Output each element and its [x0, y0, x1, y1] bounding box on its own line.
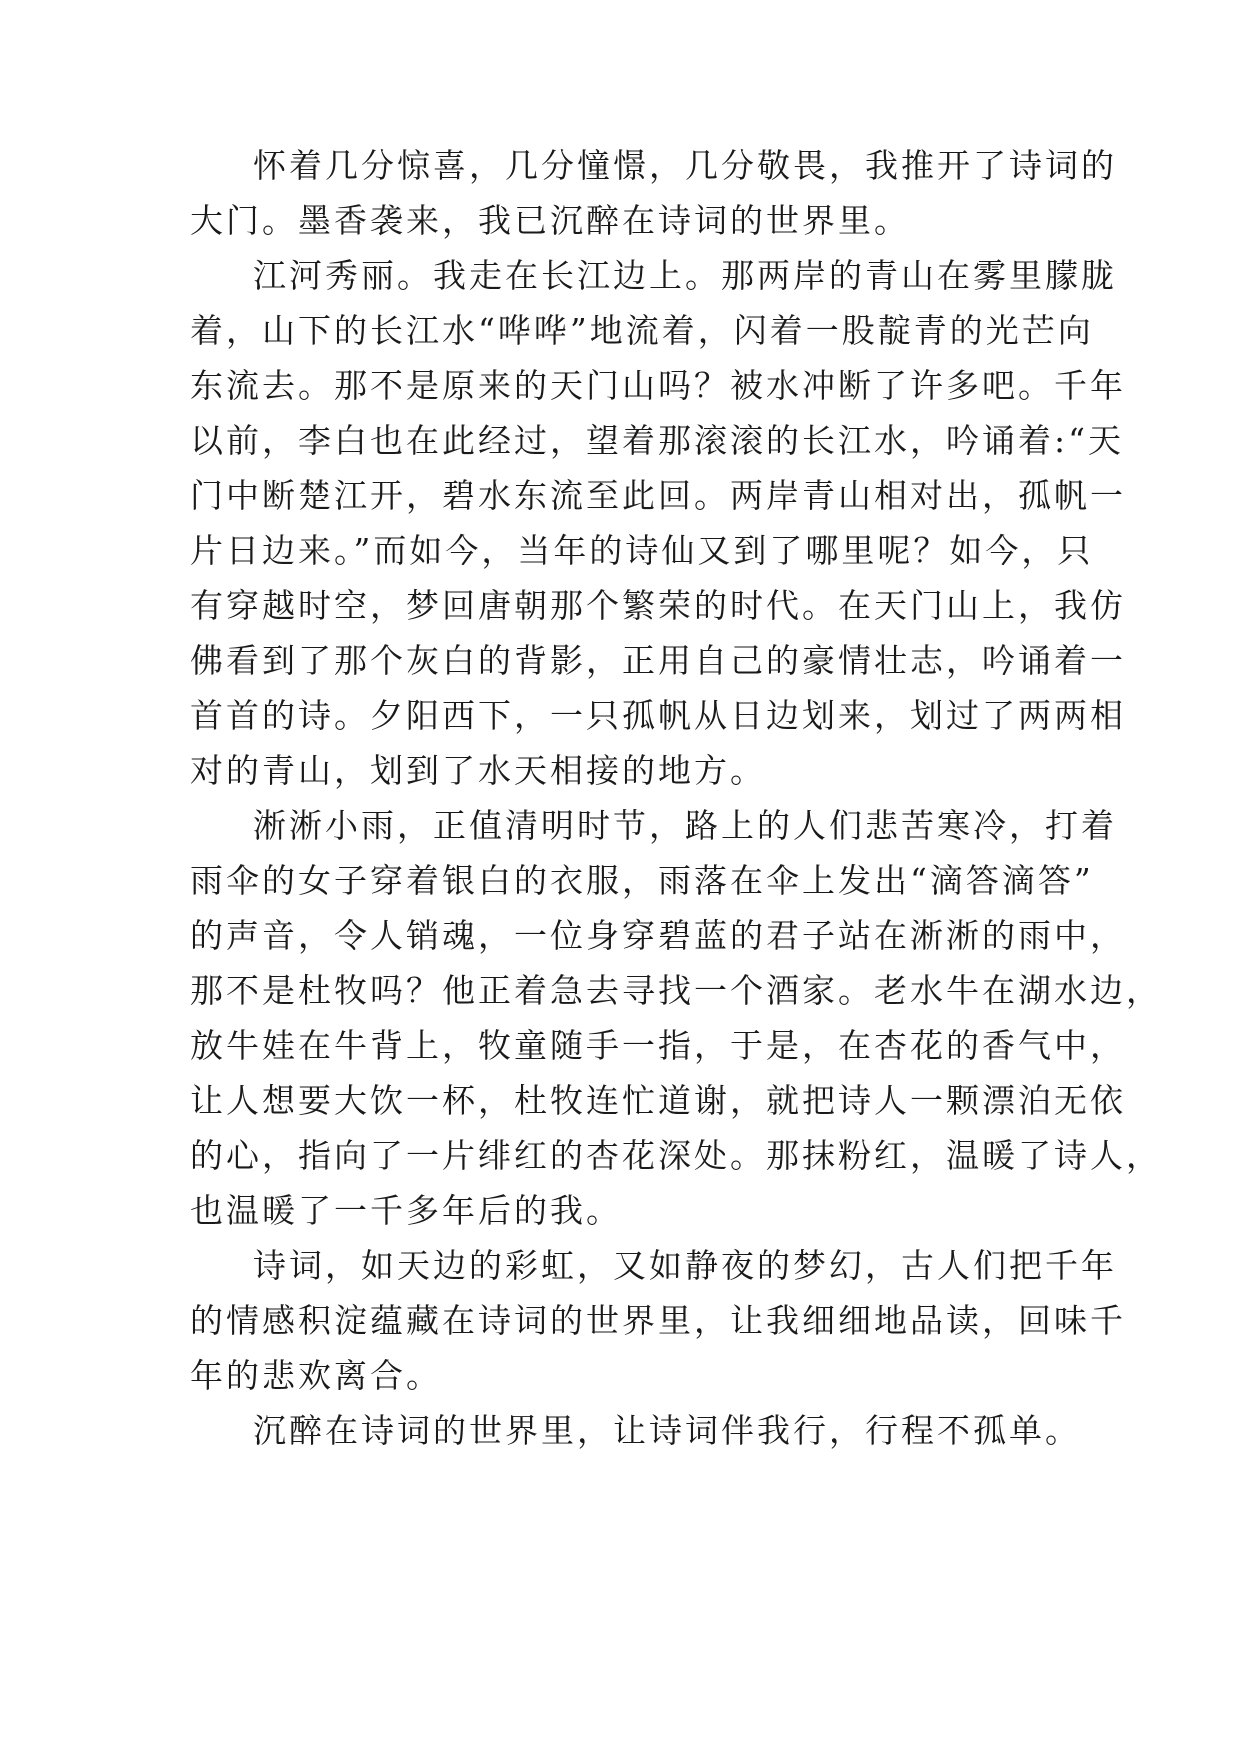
paragraph-4-line-1: 诗词，如天边的彩虹，又如静夜的梦幻，古人们把千年	[253, 1246, 1117, 1285]
paragraph-2-line-8: 佛看到了那个灰白的背影，正用自己的豪情壮志，吟诵着一	[190, 641, 1126, 680]
paragraph-1-line-1: 怀着几分惊喜，几分憧憬，几分敬畏，我推开了诗词的	[253, 146, 1117, 185]
paragraph-3-line-1: 淅淅小雨，正值清明时节，路上的人们悲苦寒冷，打着	[253, 806, 1117, 845]
paragraph-3-line-2: 雨伞的女子穿着银白的衣服，雨落在伞上发出“滴答滴答”	[190, 861, 1094, 900]
paragraph-1-line-2: 大门。墨香袭来，我已沉醉在诗词的世界里。	[190, 201, 910, 240]
paragraph-5-line-1: 沉醉在诗词的世界里，让诗词伴我行，行程不孤单。	[253, 1411, 1081, 1450]
paragraph-2-line-10: 对的青山，划到了水天相接的地方。	[190, 751, 766, 790]
paragraph-2-line-6: 片日边来。”而如今，当年的诗仙又到了哪里呢？如今，只	[190, 531, 1094, 570]
paragraph-3-line-3: 的声音，令人销魂，一位身穿碧蓝的君子站在淅淅的雨中，	[190, 916, 1126, 955]
paragraph-2-line-7: 有穿越时空，梦回唐朝那个繁荣的时代。在天门山上，我仿	[190, 586, 1126, 625]
paragraph-3-line-8: 也温暖了一千多年后的我。	[190, 1191, 622, 1230]
paragraph-2-line-3: 东流去。那不是原来的天门山吗？被水冲断了许多吧。千年	[190, 366, 1126, 405]
paragraph-3-line-4: 那不是杜牧吗？他正着急去寻找一个酒家。老水牛在湖水边，	[190, 971, 1162, 1010]
paragraph-2-line-1: 江河秀丽。我走在长江边上。那两岸的青山在雾里朦胧	[253, 256, 1117, 295]
paragraph-3-line-5: 放牛娃在牛背上，牧童随手一指，于是，在杏花的香气中，	[190, 1026, 1126, 1065]
paragraph-3-line-6: 让人想要大饮一杯，杜牧连忙道谢，就把诗人一颗漂泊无依	[190, 1081, 1126, 1120]
paragraph-3-line-7: 的心，指向了一片绯红的杏花深处。那抹粉红，温暖了诗人，	[190, 1136, 1162, 1175]
paragraph-2-line-5: 门中断楚江开，碧水东流至此回。两岸青山相对出，孤帆一	[190, 476, 1126, 515]
paragraph-4-line-3: 年的悲欢离合。	[190, 1356, 442, 1395]
paragraph-2-line-4: 以前，李白也在此经过，望着那滚滚的长江水，吟诵着:“天	[190, 421, 1124, 460]
paragraph-2-line-9: 首首的诗。夕阳西下，一只孤帆从日边划来，划过了两两相	[190, 696, 1126, 735]
paragraph-4-line-2: 的情感积淀蕴藏在诗词的世界里，让我细细地品读，回味千	[190, 1301, 1126, 1340]
paragraph-2-line-2: 着，山下的长江水“哗哗”地流着，闪着一股靛青的光芒向	[190, 311, 1094, 350]
